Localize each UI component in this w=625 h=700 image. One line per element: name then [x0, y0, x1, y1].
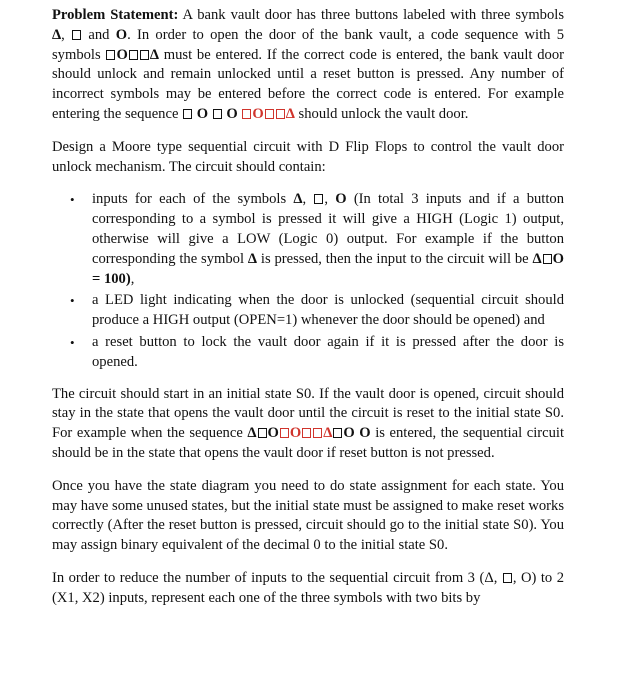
- text-run: is entered, the sequential circuit should be in the state that opens the vault door if reset button is not pressed.: [52, 425, 565, 461]
- text-run: O = 100): [92, 250, 564, 287]
- text-run: The circuit should start in an initial state S0. If the vault door is opened, circuit should stay in the state that opens the vault door until the circuit is reset to the initial state S0. For example when the sequence: [52, 385, 564, 442]
- square-symbol: [301, 425, 312, 441]
- square-symbol: [312, 425, 323, 441]
- text-run: a LED light indicating when the door is unlocked (sequential circuit should produce a HIGH output (OPEN=1) whenever the door should be opened) and: [92, 292, 564, 329]
- square-symbol-icon: [242, 109, 251, 119]
- square-symbol-icon: [72, 30, 81, 40]
- text-run: Δ: [293, 191, 303, 208]
- square-symbol: [71, 27, 82, 43]
- text-run: should unlock the vault door.: [294, 105, 469, 122]
- text-run: , O) to 2 (X1, X2) inputs, represent each one of the three symbols with two bits by: [52, 569, 564, 606]
- bullet-icon: •: [70, 192, 75, 208]
- square-symbol-icon: [302, 428, 311, 438]
- text-run: O O: [343, 425, 371, 442]
- text-run: O: [267, 425, 279, 442]
- square-symbol: [313, 191, 324, 207]
- text-run: O: [335, 191, 347, 208]
- bullet-icon: •: [70, 293, 75, 309]
- design-requirements-paragraph: Design a Moore type sequential circuit with D Flip Flops to control the vault door unlock mechanism. The circuit should contain:: [52, 138, 564, 175]
- square-symbol: [212, 106, 223, 122]
- square-symbol: [332, 425, 343, 441]
- text-run: a reset button to lock the vault door again if it is pressed after the door is opened.: [92, 333, 564, 370]
- square-symbol: [241, 106, 252, 122]
- text-run: O: [116, 46, 128, 63]
- square-symbol-icon: [140, 50, 149, 60]
- square-symbol-icon: [213, 109, 222, 119]
- text-run: . In order to open the door of the bank vault, a code sequence with 5 symbols: [52, 26, 564, 63]
- state-assignment-paragraph: Once you have the state diagram you need to do state assignment for each state. You may have some unused states, but the initial state must be assigned to make reset works correctly (After the reset button is pressed, circuit should go to the initial state S0). You may assign binary equivalent of the decimal 0 to the initial state S0.: [52, 477, 564, 554]
- text-run: O: [289, 425, 302, 442]
- list-item-text: [92, 334, 564, 370]
- list-item-inputs: [70, 190, 565, 289]
- input-reduction-paragraph: [52, 569, 564, 609]
- square-symbol: [264, 106, 275, 122]
- list-item-text: [92, 292, 564, 328]
- text-run: Δ: [247, 250, 258, 267]
- problem-document: [52, 6, 564, 622]
- text-run: O: [222, 105, 242, 122]
- square-symbol-icon: [314, 194, 323, 204]
- problem-statement-body: [52, 7, 564, 122]
- text-run: ,: [324, 191, 336, 208]
- square-symbol-icon: [276, 109, 285, 119]
- square-symbol-icon: [543, 254, 552, 264]
- square-symbol: [128, 47, 139, 63]
- text-run: and: [82, 26, 116, 43]
- square-symbol-icon: [280, 428, 289, 438]
- bullet-icon: •: [70, 334, 75, 350]
- square-symbol: [257, 425, 268, 441]
- text-run: O: [252, 105, 264, 122]
- square-symbol-icon: [265, 109, 274, 119]
- text-run: Δ: [323, 425, 333, 442]
- square-symbol: [502, 570, 513, 586]
- square-symbol: [279, 425, 290, 441]
- problem-statement-paragraph: [52, 6, 564, 125]
- text-run: O: [193, 105, 212, 122]
- text-run: inputs for each of the symbols: [92, 191, 294, 208]
- square-symbol-icon: [333, 428, 342, 438]
- problem-statement-title: Problem Statement:: [52, 7, 179, 23]
- text-run: must be entered. If the correct code is entered, the bank vault door should unlock and remain unlocked until a reset button is pressed. Any number of incorrect symbols may be entered before the correct code is entered. For example entering the sequence: [52, 46, 564, 122]
- text-run: In order to reduce the number of inputs to the sequential circuit from 3 (Δ,: [52, 569, 502, 586]
- initial-state-paragraph: [52, 385, 564, 464]
- square-symbol-icon: [183, 109, 192, 119]
- text-run: is pressed, then the input to the circuit will be: [257, 250, 533, 267]
- text-run: Δ: [52, 26, 62, 43]
- square-symbol: [542, 251, 553, 267]
- text-run: ,: [302, 191, 314, 208]
- requirements-list: [52, 190, 564, 372]
- text-run: Δ: [247, 425, 257, 442]
- text-run: A bank vault door has three buttons labeled with three symbols: [178, 7, 564, 23]
- square-symbol-icon: [106, 50, 115, 60]
- text-run: Δ: [149, 46, 159, 63]
- text-run: O: [115, 26, 128, 43]
- square-symbol: [182, 106, 193, 122]
- text-run: (In total 3 inputs and if a button corresponding to a symbol is pressed it will give a HIGH (Logic 1) output, otherwise will give a LOW (Logic 0) output. For example if the button corresponding the symbol: [92, 191, 565, 267]
- text-run: ,: [61, 26, 72, 43]
- square-symbol-icon: [258, 428, 267, 438]
- square-symbol: [105, 47, 116, 63]
- text-run: ,: [130, 270, 135, 287]
- list-item-text: [92, 191, 564, 286]
- list-item-led: [70, 291, 564, 331]
- text-run: Δ: [285, 105, 295, 122]
- square-symbol: [275, 106, 286, 122]
- square-symbol-icon: [129, 50, 138, 60]
- square-symbol-icon: [313, 428, 322, 438]
- square-symbol: [139, 47, 150, 63]
- list-item-reset: [70, 333, 564, 373]
- text-run: Δ: [532, 250, 542, 267]
- square-symbol-icon: [503, 573, 512, 583]
